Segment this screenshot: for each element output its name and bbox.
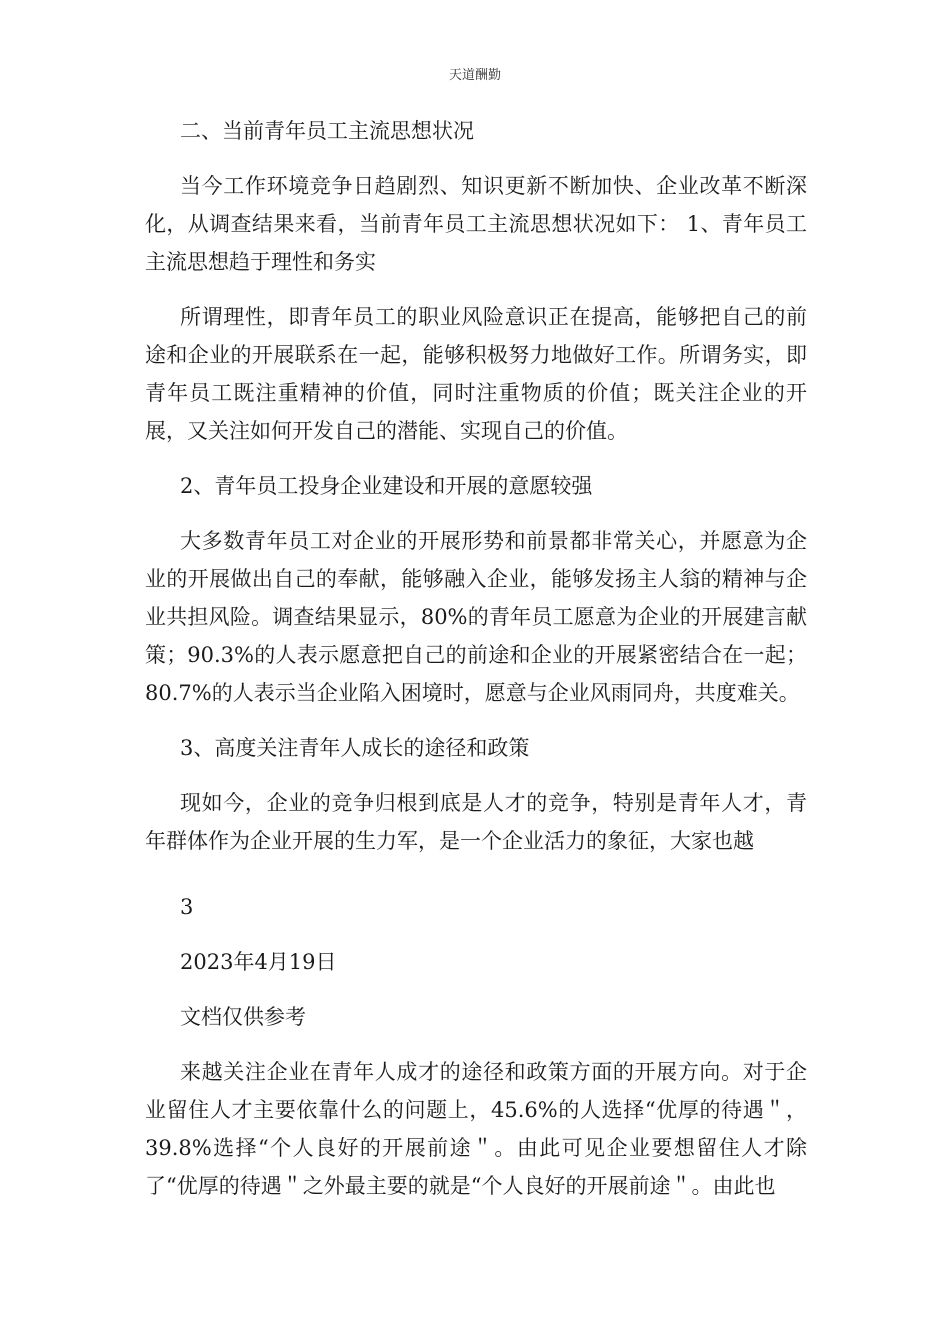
talent-competition-paragraph: 现如今，企业的竞争归根到底是人才的竞争，特别是青年人才，青年群体作为企业开展的生力军，是一个企业活力的象征，大家也越	[145, 791, 807, 853]
document-date: 2023年4月19日	[180, 950, 337, 974]
willingness-paragraph: 大多数青年员工对企业的开展形势和前景都非常关心，并愿意为企业的开展做出自己的奉献，能够融入企业，能够发扬主人翁的精神与企业共担风险。调查结果显示，80%的青年员工愿意为企业的开展建言献策；90.3%的人表示愿意把自己的前途和企业的开展紧密结合在一起；80.7%的人表示当企业陷入困境时，愿意与企业风雨同舟，共度难关。	[145, 529, 807, 705]
page-number: 3	[180, 895, 194, 919]
section-intro-paragraph: 当今工作环境竞争日趋剧烈、知识更新不断加快、企业改革不断深化，从调查结果来看，当前青年员工主流思想状况如下： 1、青年员工主流思想趋于理性和务实	[145, 174, 807, 274]
section-heading: 二、当前青年员工主流思想状况	[180, 119, 474, 143]
document-body	[145, 112, 807, 1222]
subheading-3: 3、高度关注青年人成长的途径和政策	[180, 736, 530, 760]
rational-practical-paragraph: 所谓理性，即青年员工的职业风险意识正在提高，能够把自己的前途和企业的开展联系在一起，能够积极努力地做好工作。所谓务实，即青年员工既注重精神的价值，同时注重物质的价值；既关注企业的开展，又关注如何开发自己的潜能、实现自己的价值。	[145, 305, 807, 443]
reference-note: 文档仅供参考	[180, 1005, 306, 1029]
page-header: 天道酬勤	[448, 68, 501, 83]
subheading-2: 2、青年员工投身企业建设和开展的意愿较强	[180, 474, 593, 498]
continuation-paragraph: 来越关注企业在青年人成才的途径和政策方面的开展方向。对于企业留住人才主要依靠什么的问题上，45.6%的人选择“优厚的待遇＂，39.8%选择“个人良好的开展前途＂。由此可见企业要想留住人才除了“优厚的待遇＂之外最主要的就是“个人良好的开展前途＂。由此也	[145, 1060, 807, 1198]
